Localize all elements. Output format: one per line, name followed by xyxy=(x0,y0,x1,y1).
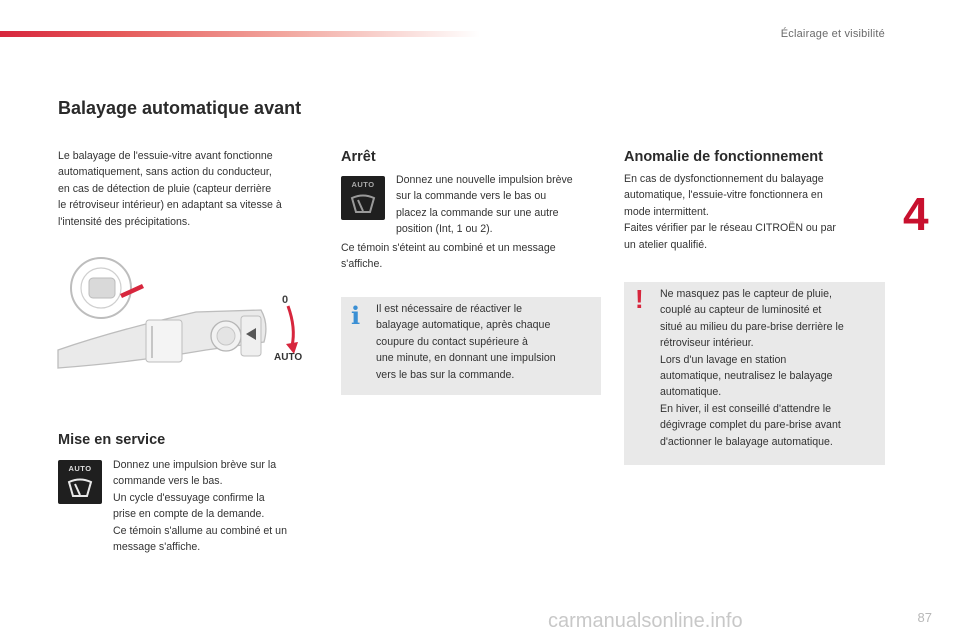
arret-heading: Arrêt xyxy=(341,149,376,165)
auto-wiper-indicator-icon xyxy=(58,460,102,504)
page-title: Balayage automatique avant xyxy=(58,98,302,118)
arret-text: Donnez une nouvelle impulsion brève sur la commande vers le bas ou placez la commande sur une autre position (Int, 1 ou 2). xyxy=(396,174,573,236)
warning-note-box xyxy=(624,282,885,465)
wiper-stalk-drawing xyxy=(56,250,318,390)
top-accent-bar xyxy=(0,31,480,37)
wiper-stalk-illustration xyxy=(56,250,318,390)
info-note-text: Il est nécessaire de réactiver le balayage automatique, après chaque coupure du contact supérieure à une minute, en donnant une impulsion vers le bas sur la commande. xyxy=(376,303,556,381)
info-icon: i xyxy=(351,301,361,330)
anomalie-text: En cas de dysfonctionnement du balayage automatique, l'essuie-vitre fonctionnera en mode intermittent. Faites vérifier par le réseau CITROËN ou par un atelier qualifié. xyxy=(624,173,836,251)
position-auto-label: AUTO xyxy=(274,352,303,363)
watermark: carmanualsonline.info xyxy=(548,610,743,632)
intro-text: Le balayage de l'essuie-vitre avant fonctionne automatiquement, sans action du conducteur, en cas de détection de pluie (capteur derrière le rétroviseur intérieur) en adaptant sa vitesse à l'intensité des précipitations. xyxy=(58,150,282,228)
arret-text-2: Ce témoin s'éteint au combiné et un message s'affiche. xyxy=(341,242,556,271)
section-header: Éclairage et visibilité xyxy=(780,28,885,40)
windscreen-wiper-icon xyxy=(66,476,94,500)
auto-off-icon-label: AUTO xyxy=(351,180,375,189)
windscreen-wiper-off-icon xyxy=(349,192,377,216)
anomalie-heading: Anomalie de fonctionnement xyxy=(624,149,823,165)
auto-icon-label: AUTO xyxy=(68,464,92,473)
mise-en-service-heading: Mise en service xyxy=(58,432,166,448)
warning-note-text: Ne masquez pas le capteur de pluie, couplé au capteur de luminosité et situé au milieu du pare-brise derrière le rétroviseur intérieur. Lors d'un lavage en station automatique, neutralisez le balayage automatique. En hiver, il est conseillé d'attendre le dégivrage complet du pare-brise avant d'actionner le balayage automatique. xyxy=(660,288,844,448)
info-note-box xyxy=(341,297,601,395)
auto-wiper-off-icon xyxy=(341,176,385,220)
warning-icon: ! xyxy=(635,284,644,314)
mise-en-service-text: Donnez une impulsion brève sur la commande vers le bas. Un cycle d'essuyage confirme la prise en compte de la demande. Ce témoin s'allume au combiné et un message s'affiche. xyxy=(113,459,287,554)
position-zero-label: 0 xyxy=(282,294,289,306)
chapter-number: 4 xyxy=(903,188,929,240)
page-number: 87 xyxy=(917,610,932,625)
